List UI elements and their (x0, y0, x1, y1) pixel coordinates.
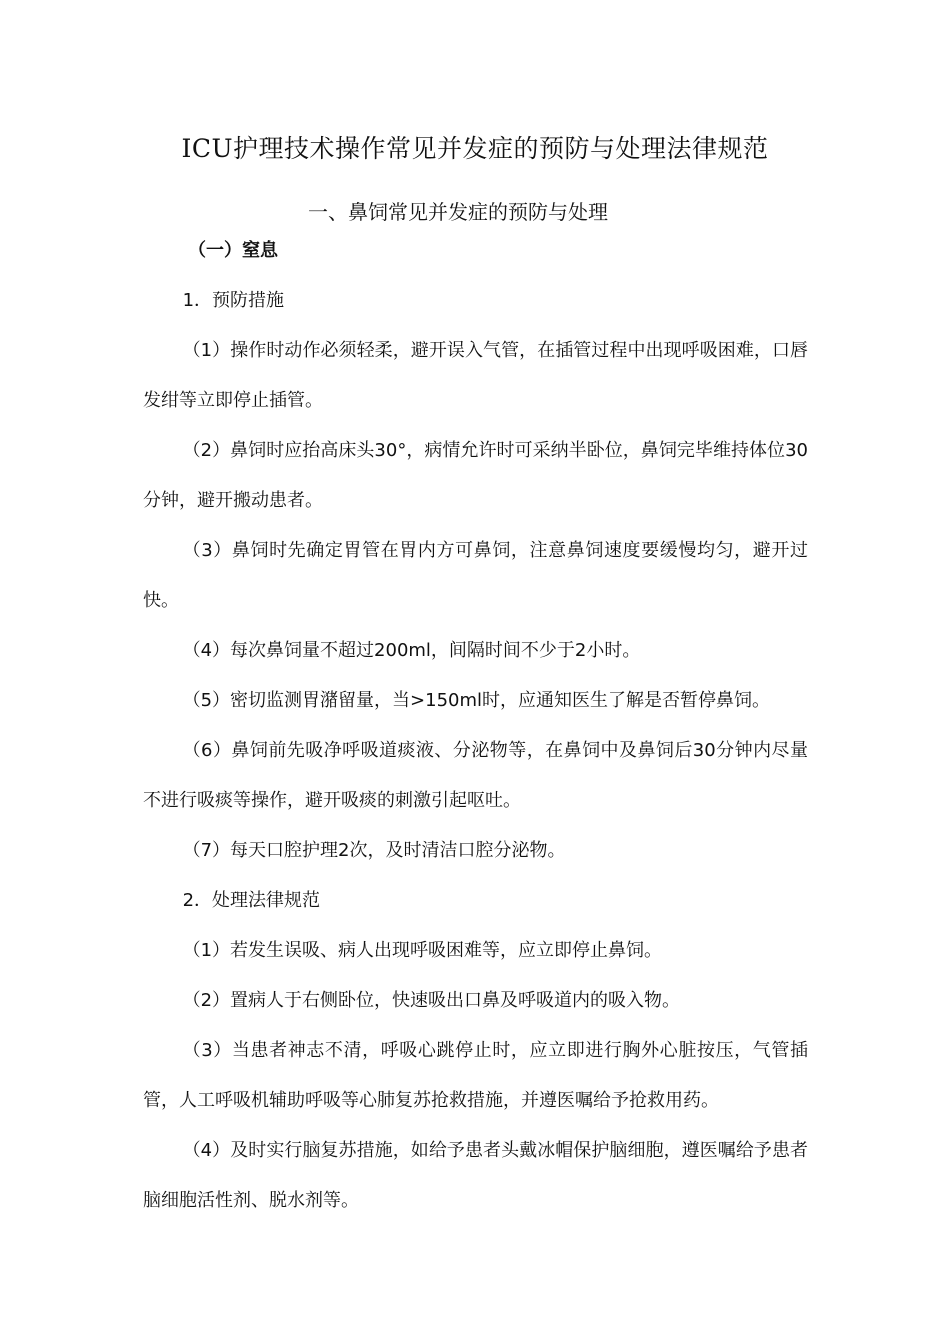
prevention-item-6: （6）鼻饲前先吸净呼吸道痰液、分泌物等，在鼻饲中及鼻饲后30分钟内尽量不进行吸痰等操作，避开吸痰的刺激引起呕吐。 (143, 740, 808, 811)
document-body (143, 276, 808, 1226)
handling-item-1: （1）若发生误吸、病人出现呼吸困难等，应立即停止鼻饲。 (182, 940, 663, 961)
prevention-heading: 1．预防措施 (182, 290, 285, 311)
prevention-item-4: （4）每次鼻饲量不超过200ml，间隔时间不少于2小时。 (182, 640, 641, 661)
handling-item-2: （2）置病人于右侧卧位，快速吸出口鼻及呼吸道内的吸入物。 (182, 990, 681, 1011)
prevention-item-2: （2）鼻饲时应抬高床头30°，病情允许时可采纳半卧位，鼻饲完毕维持体位30分钟，避开搬动患者。 (143, 440, 808, 511)
prevention-item-3: （3）鼻饲时先确定胃管在胃内方可鼻饲，注意鼻饲速度要缓慢均匀，避开过快。 (143, 540, 808, 611)
handling-heading: 2．处理法律规范 (182, 890, 321, 911)
handling-item-3: （3）当患者神志不清，呼吸心跳停止时，应立即进行胸外心脏按压，气管插管，人工呼吸机辅助呼吸等心肺复苏抢救措施，并遵医嘱给予抢救用药。 (143, 1040, 808, 1111)
handling-item-4: （4）及时实行脑复苏措施，如给予患者头戴冰帽保护脑细胞，遵医嘱给予患者脑细胞活性剂、脱水剂等。 (143, 1140, 808, 1211)
section-title: 一、鼻饲常见并发症的预防与处理 (308, 200, 608, 224)
subsection-heading: （一）窒息 (188, 240, 278, 261)
prevention-item-5: （5）密切监测胃潴留量，当>150ml时，应通知医生了解是否暂停鼻饲。 (182, 690, 771, 711)
prevention-item-1: （1）操作时动作必须轻柔，避开误入气管，在插管过程中出现呼吸困难，口唇发绀等立即停止插管。 (143, 340, 808, 411)
document-title: ICU护理技术操作常见并发症的预防与处理法律规范 (181, 134, 769, 163)
prevention-item-7: （7）每天口腔护理2次，及时清洁口腔分泌物。 (182, 840, 566, 861)
